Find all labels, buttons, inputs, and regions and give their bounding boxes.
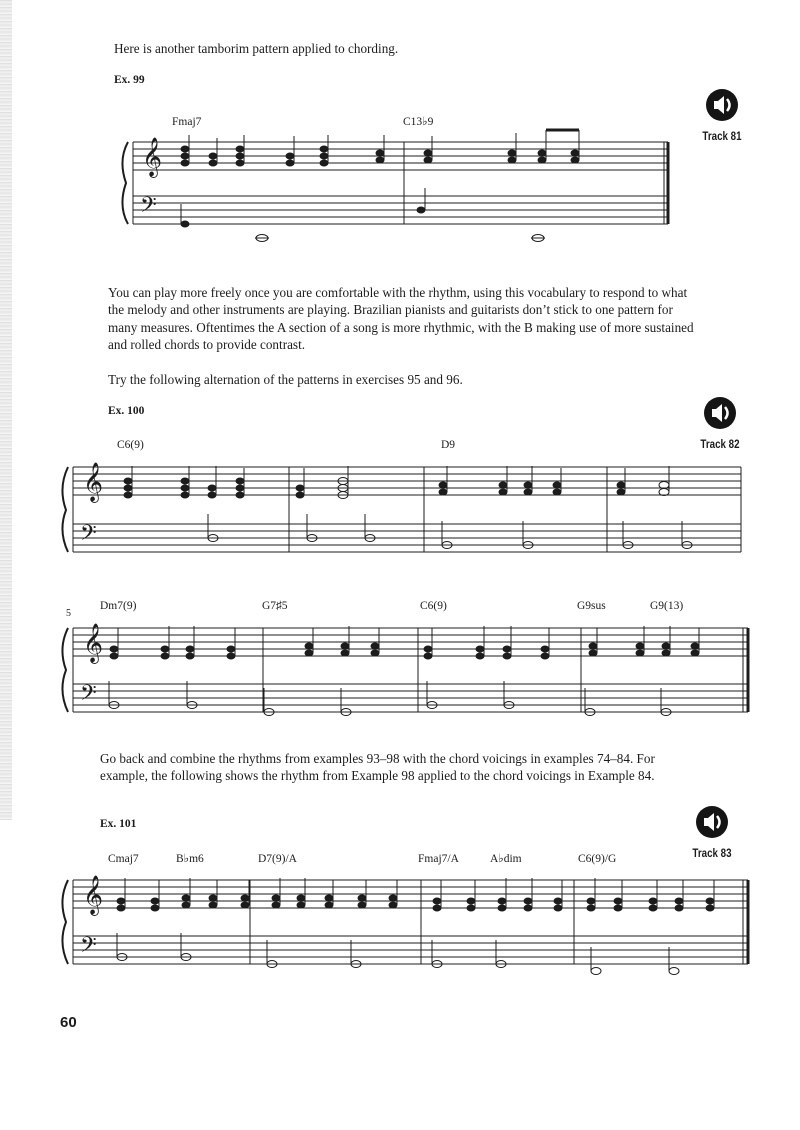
chord-fmaj7a: Fmaj7/A — [418, 853, 459, 865]
chord-fmaj7: Fmaj7 — [172, 116, 202, 128]
ex100-system-1 — [62, 467, 741, 552]
ex101-bass-staff — [73, 936, 748, 964]
measure-number-5: 5 — [66, 608, 71, 619]
chord-d79a: D7(9)/A — [258, 853, 297, 865]
ex101-treble-clef: 𝄞 — [83, 875, 104, 915]
chord-abdim: A♭dim — [490, 853, 522, 865]
chord-cmaj7: Cmaj7 — [108, 853, 139, 865]
chord-g913: G9(13) — [650, 600, 684, 612]
ex100-treble-staff-1 — [73, 467, 741, 495]
ex101-system — [62, 880, 748, 964]
track-81-label: Track 81 — [702, 131, 742, 143]
ex100-bass-staff-2 — [73, 684, 748, 712]
chord-c69g: C6(9)/G — [578, 853, 617, 865]
chord-dm79: Dm7(9) — [100, 600, 137, 612]
ex100-treble-clef-1: 𝄞 — [83, 462, 104, 502]
ex100-bass-staff-1 — [73, 524, 741, 552]
ex101-treble-staff — [73, 880, 748, 908]
paragraph-combine: Go back and combine the rhythms from examples 93–98 with the chord voicings in examples 74–84. For example, the following shows the rhythm from Example 98 applied to the chord voicings in Example 84. — [100, 751, 655, 784]
ex99-notes — [181, 130, 579, 242]
chord-c13b9: C13♭9 — [403, 116, 434, 128]
track-83-label: Track 83 — [692, 848, 732, 860]
example-99-label: Ex. 99 — [114, 74, 145, 86]
ex99-system — [122, 142, 668, 224]
paragraph-alternation: Try the following alternation of the patterns in exercises 95 and 96. — [108, 372, 463, 387]
track-82-label: Track 82 — [700, 439, 740, 451]
ex100-treble-clef-2: 𝄞 — [83, 623, 104, 663]
chord-d9: D9 — [441, 439, 456, 451]
ex99-bass-clef: 𝄢 — [140, 193, 157, 223]
ex100-notes-2 — [109, 626, 699, 716]
ex101-notes — [117, 878, 714, 975]
chord-g9sus: G9sus — [577, 600, 606, 612]
ex101-bass-clef: 𝄢 — [80, 933, 97, 963]
ex100-bass-clef-2: 𝄢 — [80, 681, 97, 711]
chord-g7s5: G7♯5 — [262, 600, 288, 612]
chord-c69-2: C6(9) — [420, 600, 447, 612]
ex100-treble-staff-2 — [73, 628, 748, 656]
ex99-bass-staff — [133, 196, 668, 224]
paragraph-freedom: You can play more freely once you are comfortable with the rhythm, using this vocabulary to respond to what the melody and other instruments are playing. Brazilian pianists and guitarists don’t stick to one pattern for many measures. Oftentimes the A section of a song is more rhythmic, with the B making use of more sustained and rolled chords to provide contrast. — [108, 285, 694, 353]
ex99-treble-clef: 𝄞 — [142, 137, 163, 177]
page-number: 60 — [60, 1014, 77, 1031]
example-100-label: Ex. 100 — [108, 405, 145, 417]
chord-c69: C6(9) — [117, 439, 144, 451]
chord-bbm6: B♭m6 — [176, 853, 204, 865]
intro-text: Here is another tamborim pattern applied to chording. — [114, 41, 399, 56]
ex100-system-2 — [62, 628, 748, 712]
example-101-label: Ex. 101 — [100, 818, 137, 830]
ex100-bass-clef-1: 𝄢 — [80, 521, 97, 551]
